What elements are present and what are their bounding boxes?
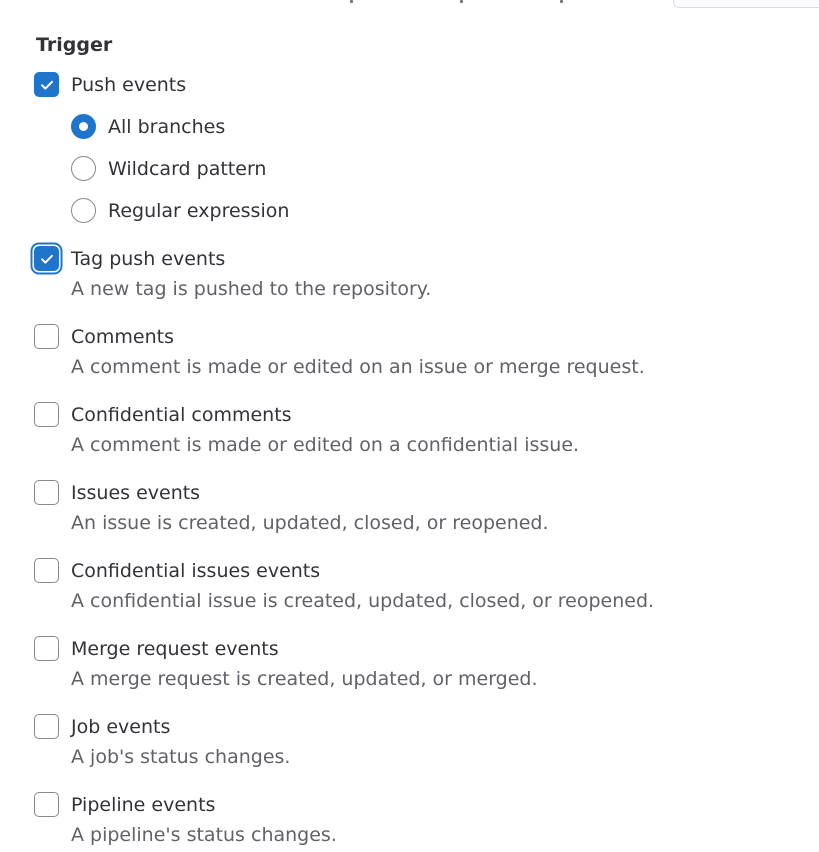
issues-events-checkbox[interactable] xyxy=(34,480,59,505)
confidential-comments-help: A comment is made or edited on a confidential issue. xyxy=(71,434,580,456)
confidential-issues-events-help: A confidential issue is created, updated, closed, or reopened. xyxy=(71,590,655,612)
tag-push-events-checkbox-row[interactable] xyxy=(34,246,225,271)
merge-request-events-help: A merge request is created, updated, or merged. xyxy=(71,668,538,690)
job-events-label: Job events xyxy=(71,715,171,738)
merge-request-events-checkbox[interactable] xyxy=(34,636,59,661)
pipeline-events-checkbox-row[interactable] xyxy=(34,792,215,817)
comments-help: A comment is made or edited on an issue or merge request. xyxy=(71,356,645,378)
radio-regular-expression[interactable] xyxy=(71,198,96,223)
radio-dot xyxy=(79,122,88,131)
comments-label: Comments xyxy=(71,325,174,348)
trigger-section-title: Trigger xyxy=(36,34,113,56)
issues-events-checkbox-row[interactable] xyxy=(34,480,200,505)
pipeline-events-label: Pipeline events xyxy=(71,793,216,816)
tag-push-events-label: Tag push events xyxy=(71,247,226,270)
radio-wildcard-pattern-label: Wildcard pattern xyxy=(108,157,267,180)
cropped-input-field[interactable] xyxy=(673,0,819,8)
merge-request-events-checkbox-row[interactable] xyxy=(34,636,279,661)
confidential-issues-events-checkbox-row[interactable] xyxy=(34,558,320,583)
job-events-checkbox[interactable] xyxy=(34,714,59,739)
confidential-issues-events-label: Confidential issues events xyxy=(71,559,321,582)
comments-checkbox-row[interactable] xyxy=(34,324,174,349)
tag-push-events-help: A new tag is pushed to the repository. xyxy=(71,278,432,300)
push-events-label: Push events xyxy=(71,73,187,96)
job-events-help: A job's status changes. xyxy=(71,746,291,768)
radio-all-branches-label: All branches xyxy=(108,115,226,138)
checkmark-icon xyxy=(39,251,55,267)
tag-push-events-checkbox[interactable] xyxy=(34,246,59,271)
confidential-comments-checkbox[interactable] xyxy=(34,402,59,427)
push-events-checkbox-row[interactable] xyxy=(34,72,186,97)
confidential-comments-checkbox-row[interactable] xyxy=(34,402,292,427)
push-events-checkbox[interactable] xyxy=(34,72,59,97)
pipeline-events-checkbox[interactable] xyxy=(34,792,59,817)
comments-checkbox[interactable] xyxy=(34,324,59,349)
radio-wildcard-pattern[interactable] xyxy=(71,156,96,181)
checkmark-icon xyxy=(39,77,55,93)
confidential-issues-events-checkbox[interactable] xyxy=(34,558,59,583)
pipeline-events-help: A pipeline's status changes. xyxy=(71,824,337,846)
issues-events-help: An issue is created, updated, closed, or reopened. xyxy=(71,512,549,534)
radio-wildcard-pattern-row[interactable] xyxy=(71,156,266,181)
issues-events-label: Issues events xyxy=(71,481,201,504)
radio-all-branches[interactable] xyxy=(71,114,96,139)
cropped-text-line xyxy=(260,0,600,3)
radio-regular-expression-row[interactable] xyxy=(71,198,289,223)
confidential-comments-label: Confidential comments xyxy=(71,403,292,426)
radio-regular-expression-label: Regular expression xyxy=(108,199,290,222)
radio-all-branches-row[interactable] xyxy=(71,114,225,139)
merge-request-events-label: Merge request events xyxy=(71,637,279,660)
job-events-checkbox-row[interactable] xyxy=(34,714,170,739)
